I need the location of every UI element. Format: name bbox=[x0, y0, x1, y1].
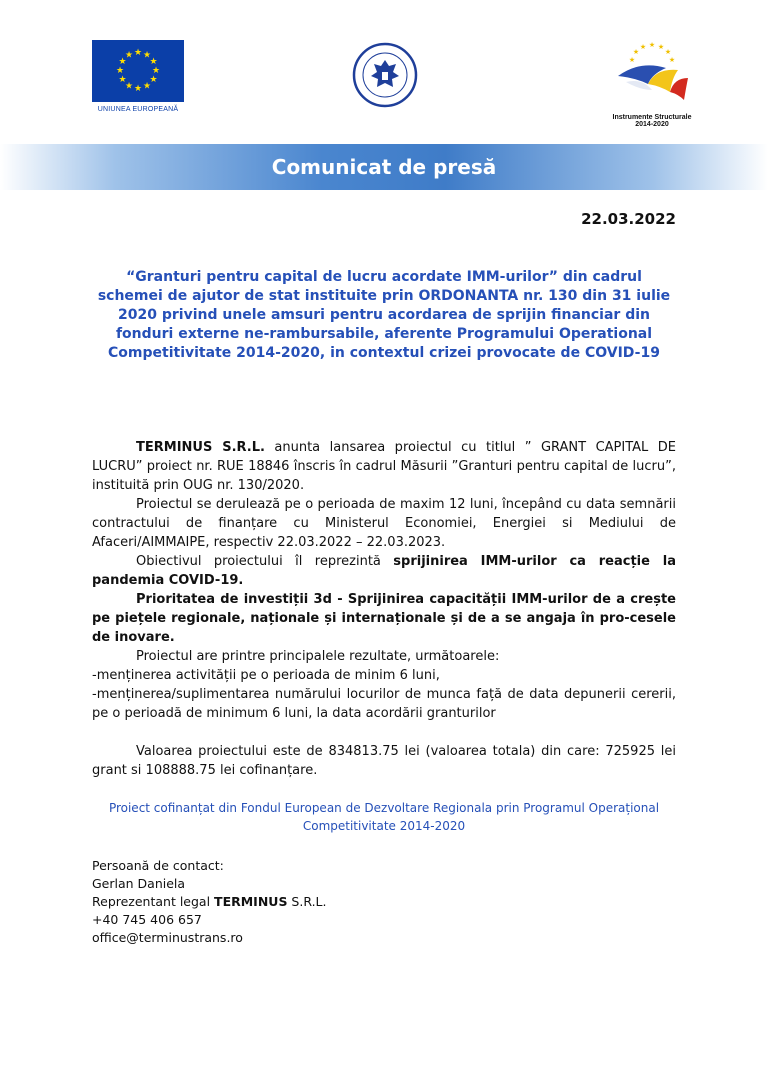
svg-text:★: ★ bbox=[124, 50, 134, 61]
romanian-government-logo bbox=[352, 42, 418, 108]
press-release-date: 22.03.2022 bbox=[581, 210, 676, 228]
svg-text:★: ★ bbox=[657, 43, 665, 51]
eu-flag bbox=[92, 40, 184, 102]
objective-bold: sprijinirea IMM-urilor ca reacție la pandemia COVID-19. bbox=[92, 554, 676, 588]
eu-logo bbox=[92, 40, 184, 113]
eu-caption: UNIUNEA EUROPEANĂ bbox=[97, 106, 179, 113]
svg-text:★: ★ bbox=[632, 48, 640, 56]
paragraph-results-intro: Proiectul are printre principalele rezultate, următoarele: bbox=[136, 649, 500, 664]
svg-text:★: ★ bbox=[115, 66, 125, 76]
svg-text:★: ★ bbox=[628, 56, 636, 64]
svg-text:★: ★ bbox=[118, 75, 127, 85]
priority-bold: Prioritatea de investiții 3d - Sprijinirea capacității IMM-urilor de a crește pe piețele regionale, naționale și internaționale și de a se angaja în pro-cesele de inovare. bbox=[92, 592, 676, 645]
paragraph-duration: Proiectul se derulează pe o perioada de maxim 12 luni, începând cu data semnării contractului de finanțare cu Ministerul Economiei, Energiei si Mediului de Afaceri/AIMMAIPE, respectiv 22.03.2022 – 22.03.2023. bbox=[92, 497, 676, 550]
eu-stars-icon bbox=[92, 40, 184, 102]
contact-phone: +40 745 406 657 bbox=[92, 912, 202, 927]
svg-text:★: ★ bbox=[118, 57, 127, 67]
paragraph-objective bbox=[92, 552, 676, 590]
svg-text:★: ★ bbox=[668, 56, 676, 64]
svg-text:★: ★ bbox=[664, 48, 672, 56]
contact-block bbox=[92, 857, 327, 947]
svg-text:★: ★ bbox=[133, 48, 143, 58]
svg-text:★: ★ bbox=[648, 41, 656, 49]
contact-company-suffix: S.R.L. bbox=[287, 894, 327, 909]
structural-instruments-logo bbox=[612, 38, 692, 128]
structural-instruments-icon bbox=[612, 38, 692, 108]
headline: “Granturi pentru capital de lucru acordate IMM-urilor” din cadrul schemei de ajutor de stat instituite prin ORDONANTA nr. 130 din 31 iulie 2020 privind unele amsuri pentru acordarea de sprijin financiar din fonduri externe ne-rambursabile, aferente Programului Operational Competitivitate 2014-2020, in contextul crizei provocate de COVID-19 bbox=[97, 269, 671, 361]
contact-company: TERMINUS bbox=[214, 894, 288, 909]
svg-text:★: ★ bbox=[151, 66, 161, 76]
cofinancing-note: Proiect cofinanțat din Fondul European de Dezvoltare Regionala prin Programul Operațional Competitivitate 2014-2020 bbox=[108, 801, 660, 833]
svg-text:★: ★ bbox=[149, 75, 158, 85]
company-name: TERMINUS S.R.L. bbox=[136, 440, 265, 455]
page-title: Comunicat de presă bbox=[271, 155, 497, 179]
objective-text: Obiectivul proiectului îl reprezintă bbox=[136, 554, 394, 569]
result-item-jobs: -menținerea/suplimentarea numărului locurilor de munca față de data depunerii cererii, pe o perioadă de minimum 6 luni, la data acordării granturilor bbox=[92, 687, 676, 721]
svg-text:★: ★ bbox=[124, 81, 134, 92]
press-release-body bbox=[92, 438, 676, 780]
contact-name: Gerlan Daniela bbox=[92, 876, 186, 891]
contact-role-text: Reprezentant legal bbox=[92, 894, 215, 909]
svg-text:★: ★ bbox=[142, 50, 152, 61]
contact-label: Persoană de contact: bbox=[92, 858, 224, 873]
structural-instruments-caption: Instrumente Structurale bbox=[612, 114, 692, 121]
announcement-text: anunta lansarea proiectul cu titlul ” GRANT CAPITAL DE LUCRU” proiect nr. RUE 18846 înscris în cadrul Măsurii ”Granturi pentru capital de lucru”, instituită prin OUG nr. 130/2020. bbox=[92, 440, 676, 493]
svg-text:★: ★ bbox=[149, 57, 158, 67]
paragraph-priority bbox=[92, 590, 676, 647]
structural-instruments-years: 2014-2020 bbox=[635, 121, 669, 128]
contact-role bbox=[92, 893, 327, 911]
paragraph-announcement bbox=[92, 438, 676, 495]
svg-text:★: ★ bbox=[133, 84, 143, 94]
contact-email: office@terminustrans.ro bbox=[92, 930, 243, 945]
svg-text:★: ★ bbox=[639, 43, 647, 51]
paragraph-value: Valoarea proiectului este de 834813.75 lei (valoarea totala) din care: 725925 lei grant si 108888.75 lei cofinanțare. bbox=[92, 744, 676, 778]
result-item-activity: -menținerea activității pe o perioada de minim 6 luni, bbox=[92, 668, 440, 683]
government-seal-icon bbox=[352, 42, 418, 108]
svg-text:★: ★ bbox=[142, 81, 152, 92]
